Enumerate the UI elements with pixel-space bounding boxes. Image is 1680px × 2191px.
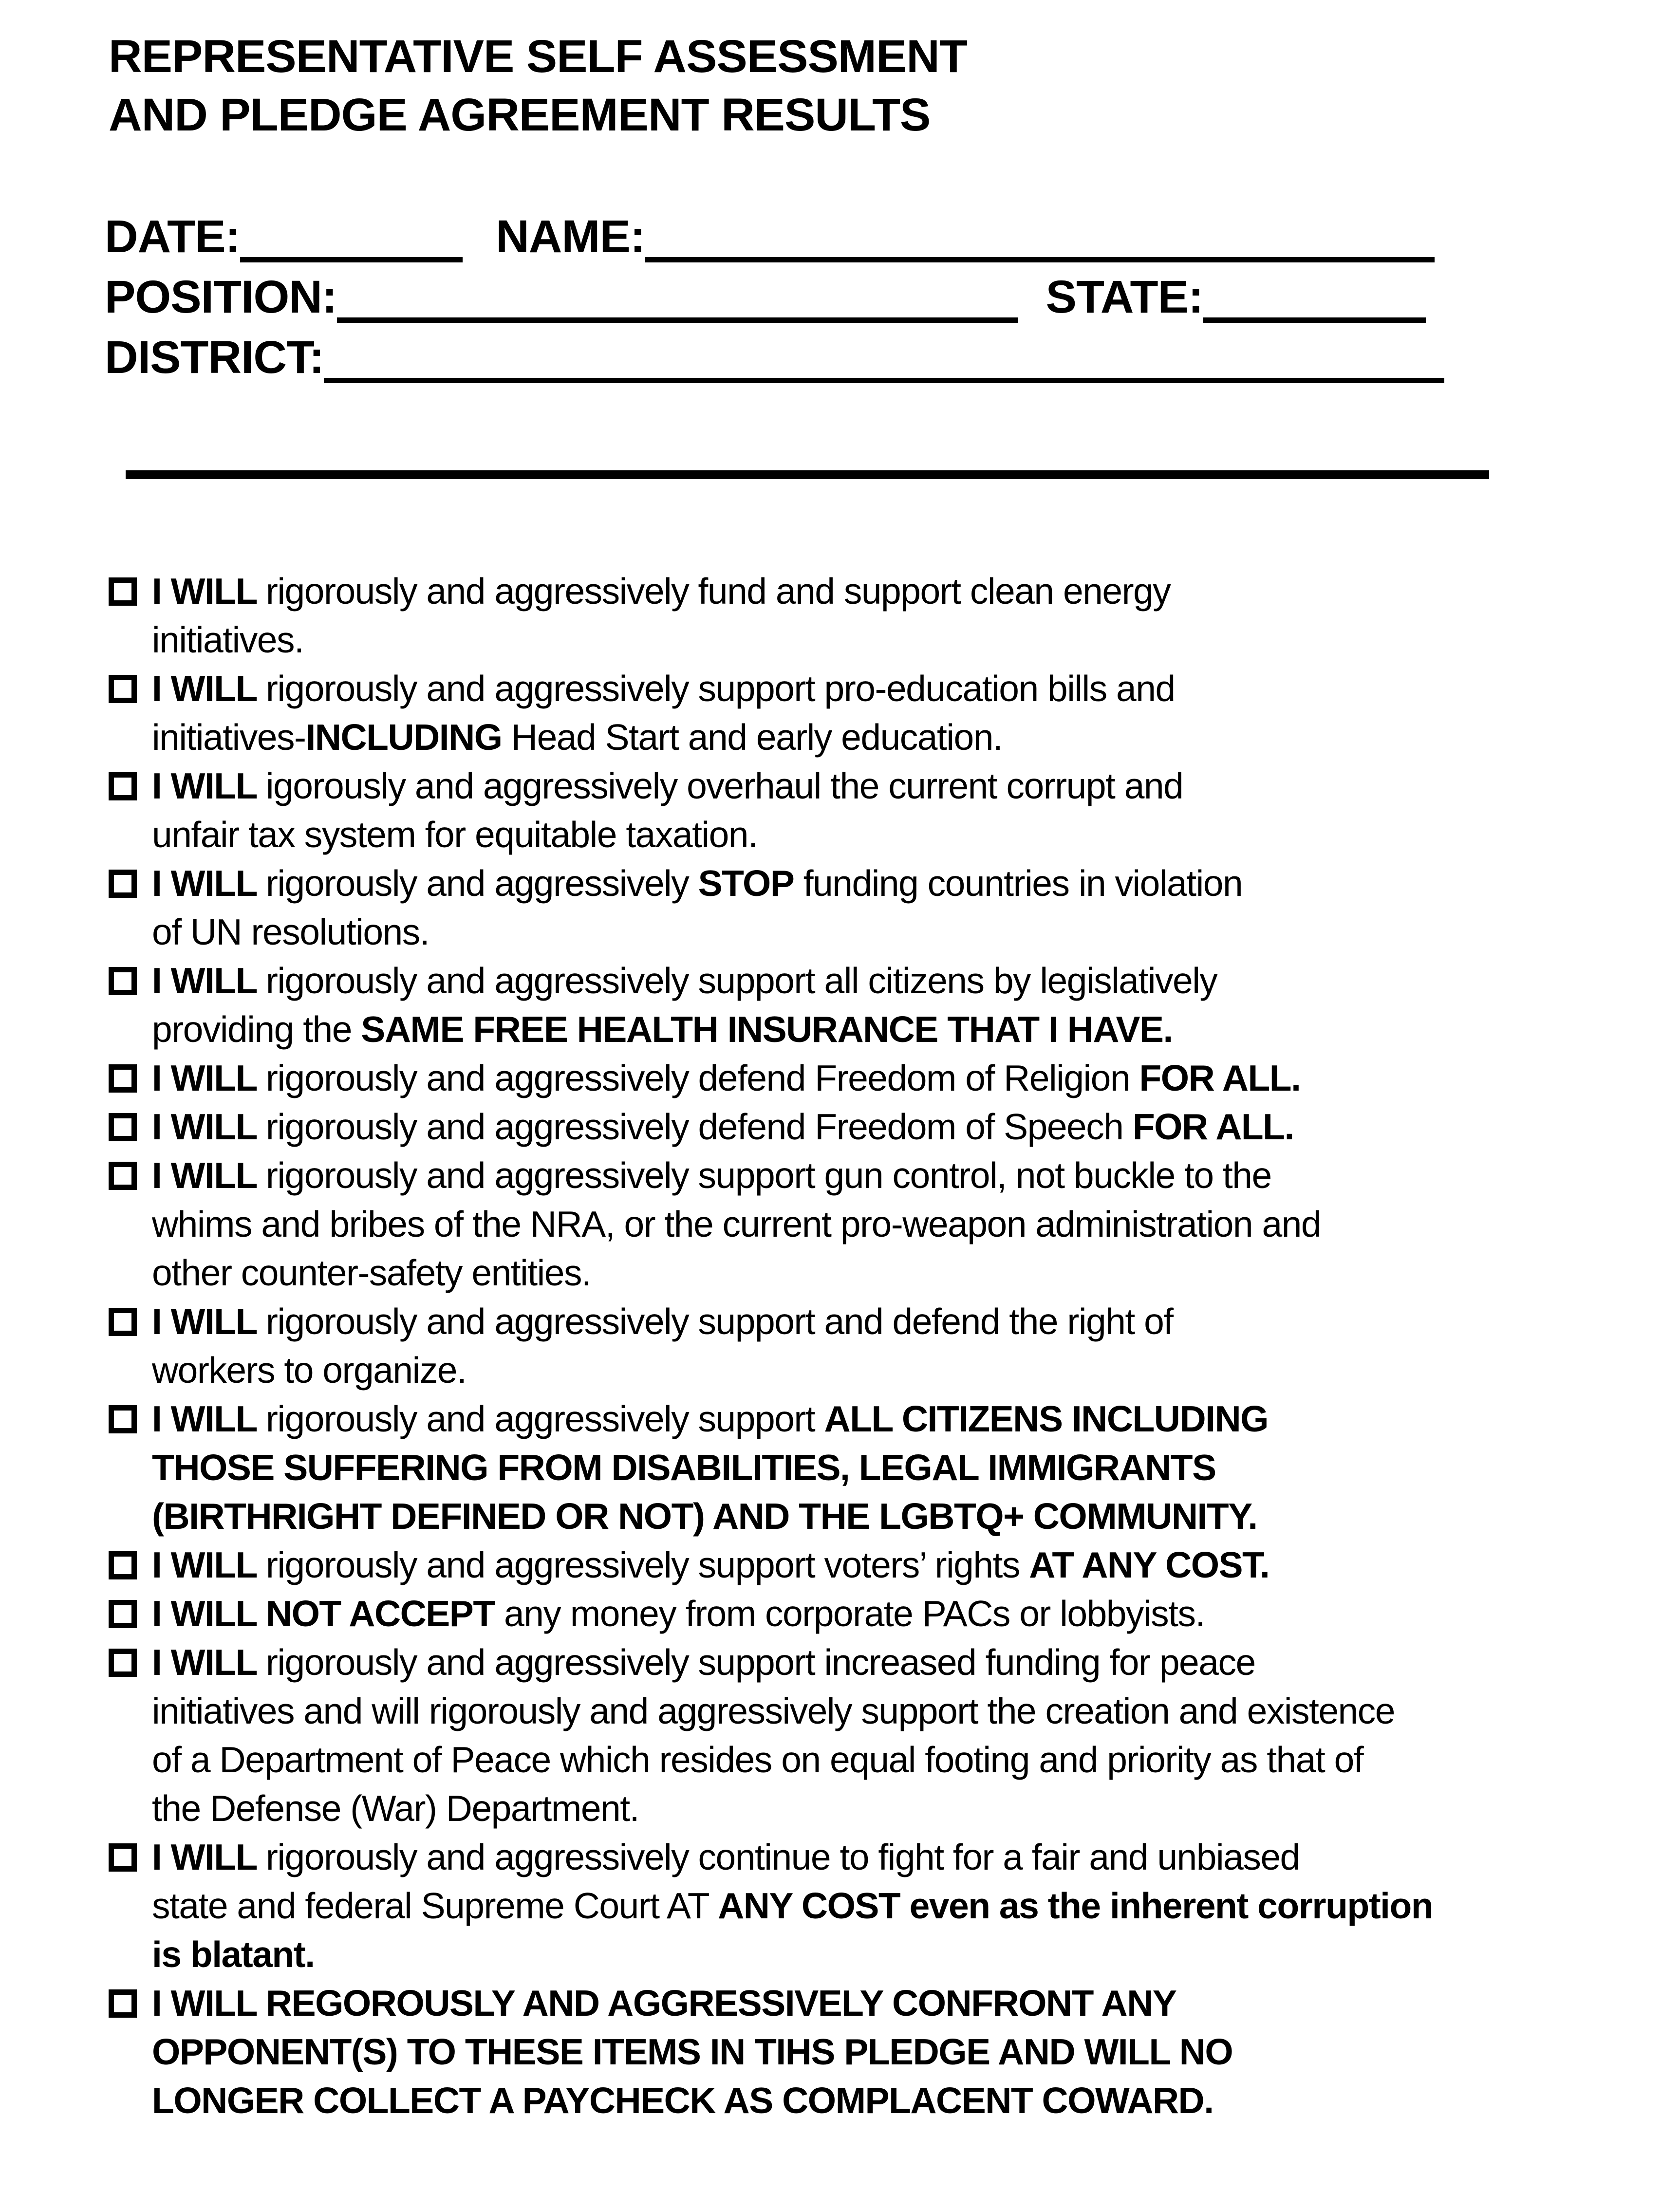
text-segment: initiatives and will rigorously and aggressively support the creation and existence [152,1690,1395,1731]
item-first-line [109,1541,1680,1589]
text-segment: funding countries in violation [794,863,1243,904]
item-first-line [109,859,1680,908]
checklist-item [109,664,1680,761]
text-segment: other counter-safety entities. [152,1252,591,1293]
checklist-item [109,567,1680,664]
text-segment: I WILL [152,1155,266,1196]
title-line-1: REPRESENTATIVE SELF ASSESSMENT [109,31,967,82]
text-segment: THOSE SUFFERING FROM DISABILITIES, LEGAL IMMIGRANTS [152,1447,1216,1488]
date-label: DATE: [105,211,241,262]
checklist-item [109,1394,1680,1541]
text-segment: I WILL [152,1301,266,1342]
text-segment: any money from corporate PACs or lobbyists. [494,1593,1205,1634]
text-segment: rigorously and aggressively support all citizens by legislatively [265,960,1217,1001]
checklist-item [109,1541,1680,1589]
text-segment: FOR ALL. [1132,1106,1294,1147]
text-segment: rigorously and aggressively continue to fight for a fair and unbiased [265,1837,1300,1877]
text-segment: Head Start and early education. [502,717,1003,758]
pledge-checkbox[interactable] [109,1064,137,1093]
item-first-line [109,1394,1680,1443]
text-segment: I WILL [152,1837,266,1877]
text-segment: I WILL [152,765,266,806]
pledge-checkbox[interactable] [109,870,137,898]
item-continuation-line [109,1346,1680,1394]
item-first-line [109,1297,1680,1346]
item-first-line [109,1102,1680,1151]
text-segment: rigorously and aggressively support pro-education bills and [265,668,1175,709]
district-label: DISTRICT: [105,332,324,383]
item-continuation-line [109,1005,1680,1054]
pledge-checkbox[interactable] [109,1308,137,1336]
checklist-item [109,1054,1680,1102]
checklist-item [109,1833,1680,1979]
item-first-line [109,1638,1680,1687]
item-continuation-line [109,2027,1680,2076]
pledge-checkbox[interactable] [109,675,137,703]
pledge-checkbox[interactable] [109,1162,137,1190]
form-row-date-name [105,206,1680,267]
name-label: NAME: [496,211,645,262]
text-segment: ALL CITIZENS INCLUDING [824,1398,1268,1439]
document-title [109,27,1680,144]
checklist-item [109,1297,1680,1394]
text-segment: I WILL [152,1544,266,1585]
text-segment: (BIRTHRIGHT DEFINED OR NOT) AND THE LGBTQ+ COMMUNITY. [152,1496,1257,1537]
text-segment: OPPONENT(S) TO THESE ITEMS IN TIHS PLEDGE AND WILL NO [152,2031,1233,2072]
item-continuation-line [109,1200,1680,1248]
text-segment: state and federal Supreme Court AT [152,1885,718,1926]
pledge-checkbox[interactable] [109,1649,137,1677]
position-field-blank[interactable] [337,317,1018,323]
text-segment: the Defense (War) Department. [152,1788,639,1829]
item-continuation-line [109,2076,1680,2125]
text-segment: rigorously and aggressively defend Freedom of Religion [265,1058,1139,1098]
checklist-item [109,1638,1680,1833]
pledge-checkbox[interactable] [109,967,137,995]
text-segment: is blatant. [152,1934,315,1975]
text-segment: LONGER COLLECT A PAYCHECK AS COMPLACENT COWARD. [152,2080,1213,2121]
state-label: STATE: [1045,271,1203,323]
item-first-line [109,1589,1680,1638]
text-segment: I WILL [152,960,266,1001]
text-segment: I WILL [152,668,266,709]
checklist-item [109,1102,1680,1151]
item-continuation-line [109,1492,1680,1541]
item-continuation-line [109,713,1680,761]
pledge-checkbox[interactable] [109,772,137,800]
checklist-item [109,1589,1680,1638]
text-segment: I WILL [152,863,266,904]
item-first-line [109,567,1680,615]
horizontal-rule [126,470,1489,479]
name-field-blank[interactable] [645,257,1435,262]
text-segment: unfair tax system for equitable taxation. [152,814,758,855]
text-segment: FOR ALL. [1139,1058,1301,1098]
text-segment: I WILL NOT ACCEPT [152,1593,495,1634]
pledge-checklist [109,567,1680,2125]
item-first-line [109,1151,1680,1200]
text-segment: rigorously and aggressively support voters’ rights [265,1544,1029,1585]
text-segment: INCLUDING [305,717,502,758]
item-first-line [109,1833,1680,1881]
checklist-item [109,1151,1680,1297]
text-segment: I WILL [152,1058,266,1098]
text-segment: initiatives. [152,619,304,660]
item-first-line [109,761,1680,810]
checklist-item [109,956,1680,1054]
text-segment: workers to organize. [152,1350,467,1391]
item-continuation-line [109,1930,1680,1979]
text-segment: rigorously and aggressively [265,863,698,904]
pledge-checkbox[interactable] [109,1113,137,1141]
pledge-checkbox[interactable] [109,1989,137,2018]
text-segment: AT ANY COST. [1029,1544,1269,1585]
pledge-checkbox[interactable] [109,1843,137,1872]
text-segment: rigorously and aggressively defend Freedom of Speech [265,1106,1133,1147]
text-segment: STOP [698,863,794,904]
checklist-item [109,761,1680,859]
item-first-line [109,1054,1680,1102]
item-continuation-line [109,1687,1680,1735]
item-continuation-line [109,615,1680,664]
item-continuation-line [109,1784,1680,1833]
state-field-blank[interactable] [1203,317,1426,323]
text-segment: I WILL REGOROUSLY AND AGGRESSIVELY CONFRONT ANY [152,1983,1176,2024]
text-segment: of UN resolutions. [152,911,429,952]
text-segment: I WILL [152,1398,266,1439]
title-line-2: AND PLEDGE AGREEMENT RESULTS [109,89,931,141]
text-segment: rigorously and aggressively support [265,1398,824,1439]
checklist-item [109,1979,1680,2125]
text-segment: igorously and aggressively overhaul the current corrupt and [265,765,1183,806]
pledge-checkbox[interactable] [109,1405,137,1433]
text-segment: I WILL [152,1642,266,1683]
pledge-checkbox[interactable] [109,577,137,606]
district-field-blank[interactable] [324,378,1444,383]
text-segment: rigorously and aggressively support increased funding for peace [265,1642,1255,1683]
item-continuation-line [109,810,1680,859]
text-segment: whims and bribes of the NRA, or the current pro-weapon administration and [152,1204,1321,1244]
header-form [105,206,1680,388]
item-continuation-line [109,1248,1680,1297]
text-segment: rigorously and aggressively support gun control, not buckle to the [265,1155,1271,1196]
text-segment: rigorously and aggressively fund and support clean energy [265,571,1171,612]
item-continuation-line [109,1735,1680,1784]
text-segment: I WILL [152,571,266,612]
checklist-item [109,859,1680,956]
text-segment: SAME FREE HEALTH INSURANCE THAT I HAVE. [361,1009,1173,1050]
text-segment: ANY COST even as the inherent corruption [718,1885,1433,1926]
form-row-position-state [105,267,1680,327]
text-segment: of a Department of Peace which resides on equal footing and priority as that of [152,1739,1363,1780]
text-segment: initiatives- [152,717,306,758]
text-segment: providing the [152,1009,361,1050]
item-continuation-line [109,1881,1680,1930]
date-field-blank[interactable] [240,257,463,262]
form-row-district [105,327,1680,388]
item-continuation-line [109,1443,1680,1492]
item-first-line [109,956,1680,1005]
pledge-checkbox[interactable] [109,1600,137,1628]
item-continuation-line [109,908,1680,956]
text-segment: rigorously and aggressively support and defend the right of [265,1301,1173,1342]
position-label: POSITION: [105,271,337,323]
item-first-line [109,1979,1680,2027]
text-segment: I WILL [152,1106,266,1147]
pledge-checkbox[interactable] [109,1551,137,1579]
item-first-line [109,664,1680,713]
